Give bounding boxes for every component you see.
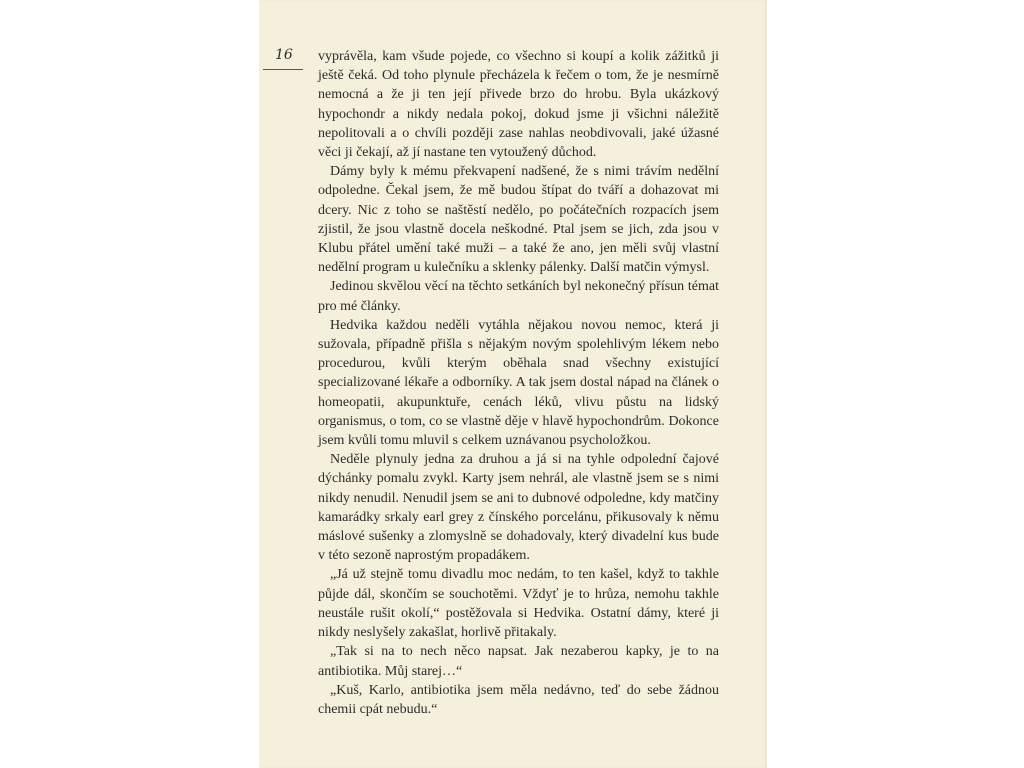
paragraph: Hedvika každou neděli vytáhla nějakou novou nemoc, která ji sužovala, případně přišla s nějakým novým spolehlivým lékem nebo procedurou, kvůli kterým oběhala snad všechny existující specializované lékaře a odborníky. A tak jsem dostal nápad na článek o homeopatii, akupunktuře, cenách léků, vlivu půstu na lidský organismus, o tom, co se vlastně děje v hlavě hypochondrům. Dokonce jsem kvůli tomu mluvil s celkem uznávanou psycholožkou.	[318, 317, 719, 449]
paragraph: Neděle plynuly jedna za druhou a já si na tyhle odpolední čajové dýchánky pomalu zvykl. Karty jsem nehrál, ale vlastně jsem se s nimi nikdy nenudil. Nenudil jsem se ani to dubnové odpoledne, kdy matčiny kamarádky srkaly earl grey z čínského porcelánu, přikusovaly k němu máslové sušenky a zlomyslně se dohadovaly, který divadelní kus bude v této sezoně naprostým propadákem.	[318, 452, 719, 564]
paragraph: vyprávěla, kam všude pojede, co všechno si koupí a kolik zážitků ji ještě čeká. Od toho plynule přecházela k řečem o tom, že je nesmírně nemocná a že ji ten její přivede brzo do hrobu. Byla ukázkový hypochondr a nikdy nedala pokoj, dokud jsme ji všichni náležitě nepolitovali a o chvíli později zase nahlas neobdivovali, jaké úžasné věci ji čekají, až jí nastane ten vytoužený důchod.	[318, 49, 719, 161]
paragraph: „Kuš, Karlo, antibiotika jsem měla nedávno, teď do sebe žádnou chemii cpát nebudu.“	[318, 682, 719, 717]
page-number-rule	[263, 69, 303, 70]
paragraph: „Tak si na to nech něco napsat. Jak nezaberou kapky, je to na antibiotika. Můj starej…“	[318, 644, 719, 679]
body-text	[318, 47, 719, 719]
page-number: 16	[275, 47, 293, 63]
paragraph: Jedinou skvělou věcí na těchto setkáních byl nekonečný přísun témat pro mé články.	[318, 279, 719, 314]
paragraph: „Já už stejně tomu divadlu moc nedám, to ten kašel, když to takhle půjde dál, skončím se souchotěmi. Vždyť je to hrůza, nemohu takhle neustále rušit okolí,“ postěžovala si Hedvika. Ostatní dámy, které ji nikdy neslyšely zakašlat, horlivě přitakaly.	[318, 567, 719, 641]
paragraph: Dámy byly k mému překvapení nadšené, že s nimi trávím nedělní odpoledne. Čekal jsem, že mě budou štípat do tváří a dohazovat mi dcery. Nic z toho se naštěstí nedělo, po počátečních rozpacích jsem zjistil, že jsou vlastně docela neškodné. Ptal jsem se jich, zda jsou v Klubu přátel umění také muži – a také že ano, jen měli svůj vlastní nedělní program u kulečníku a sklenky pálenky. Další matčin výmysl.	[318, 164, 719, 276]
